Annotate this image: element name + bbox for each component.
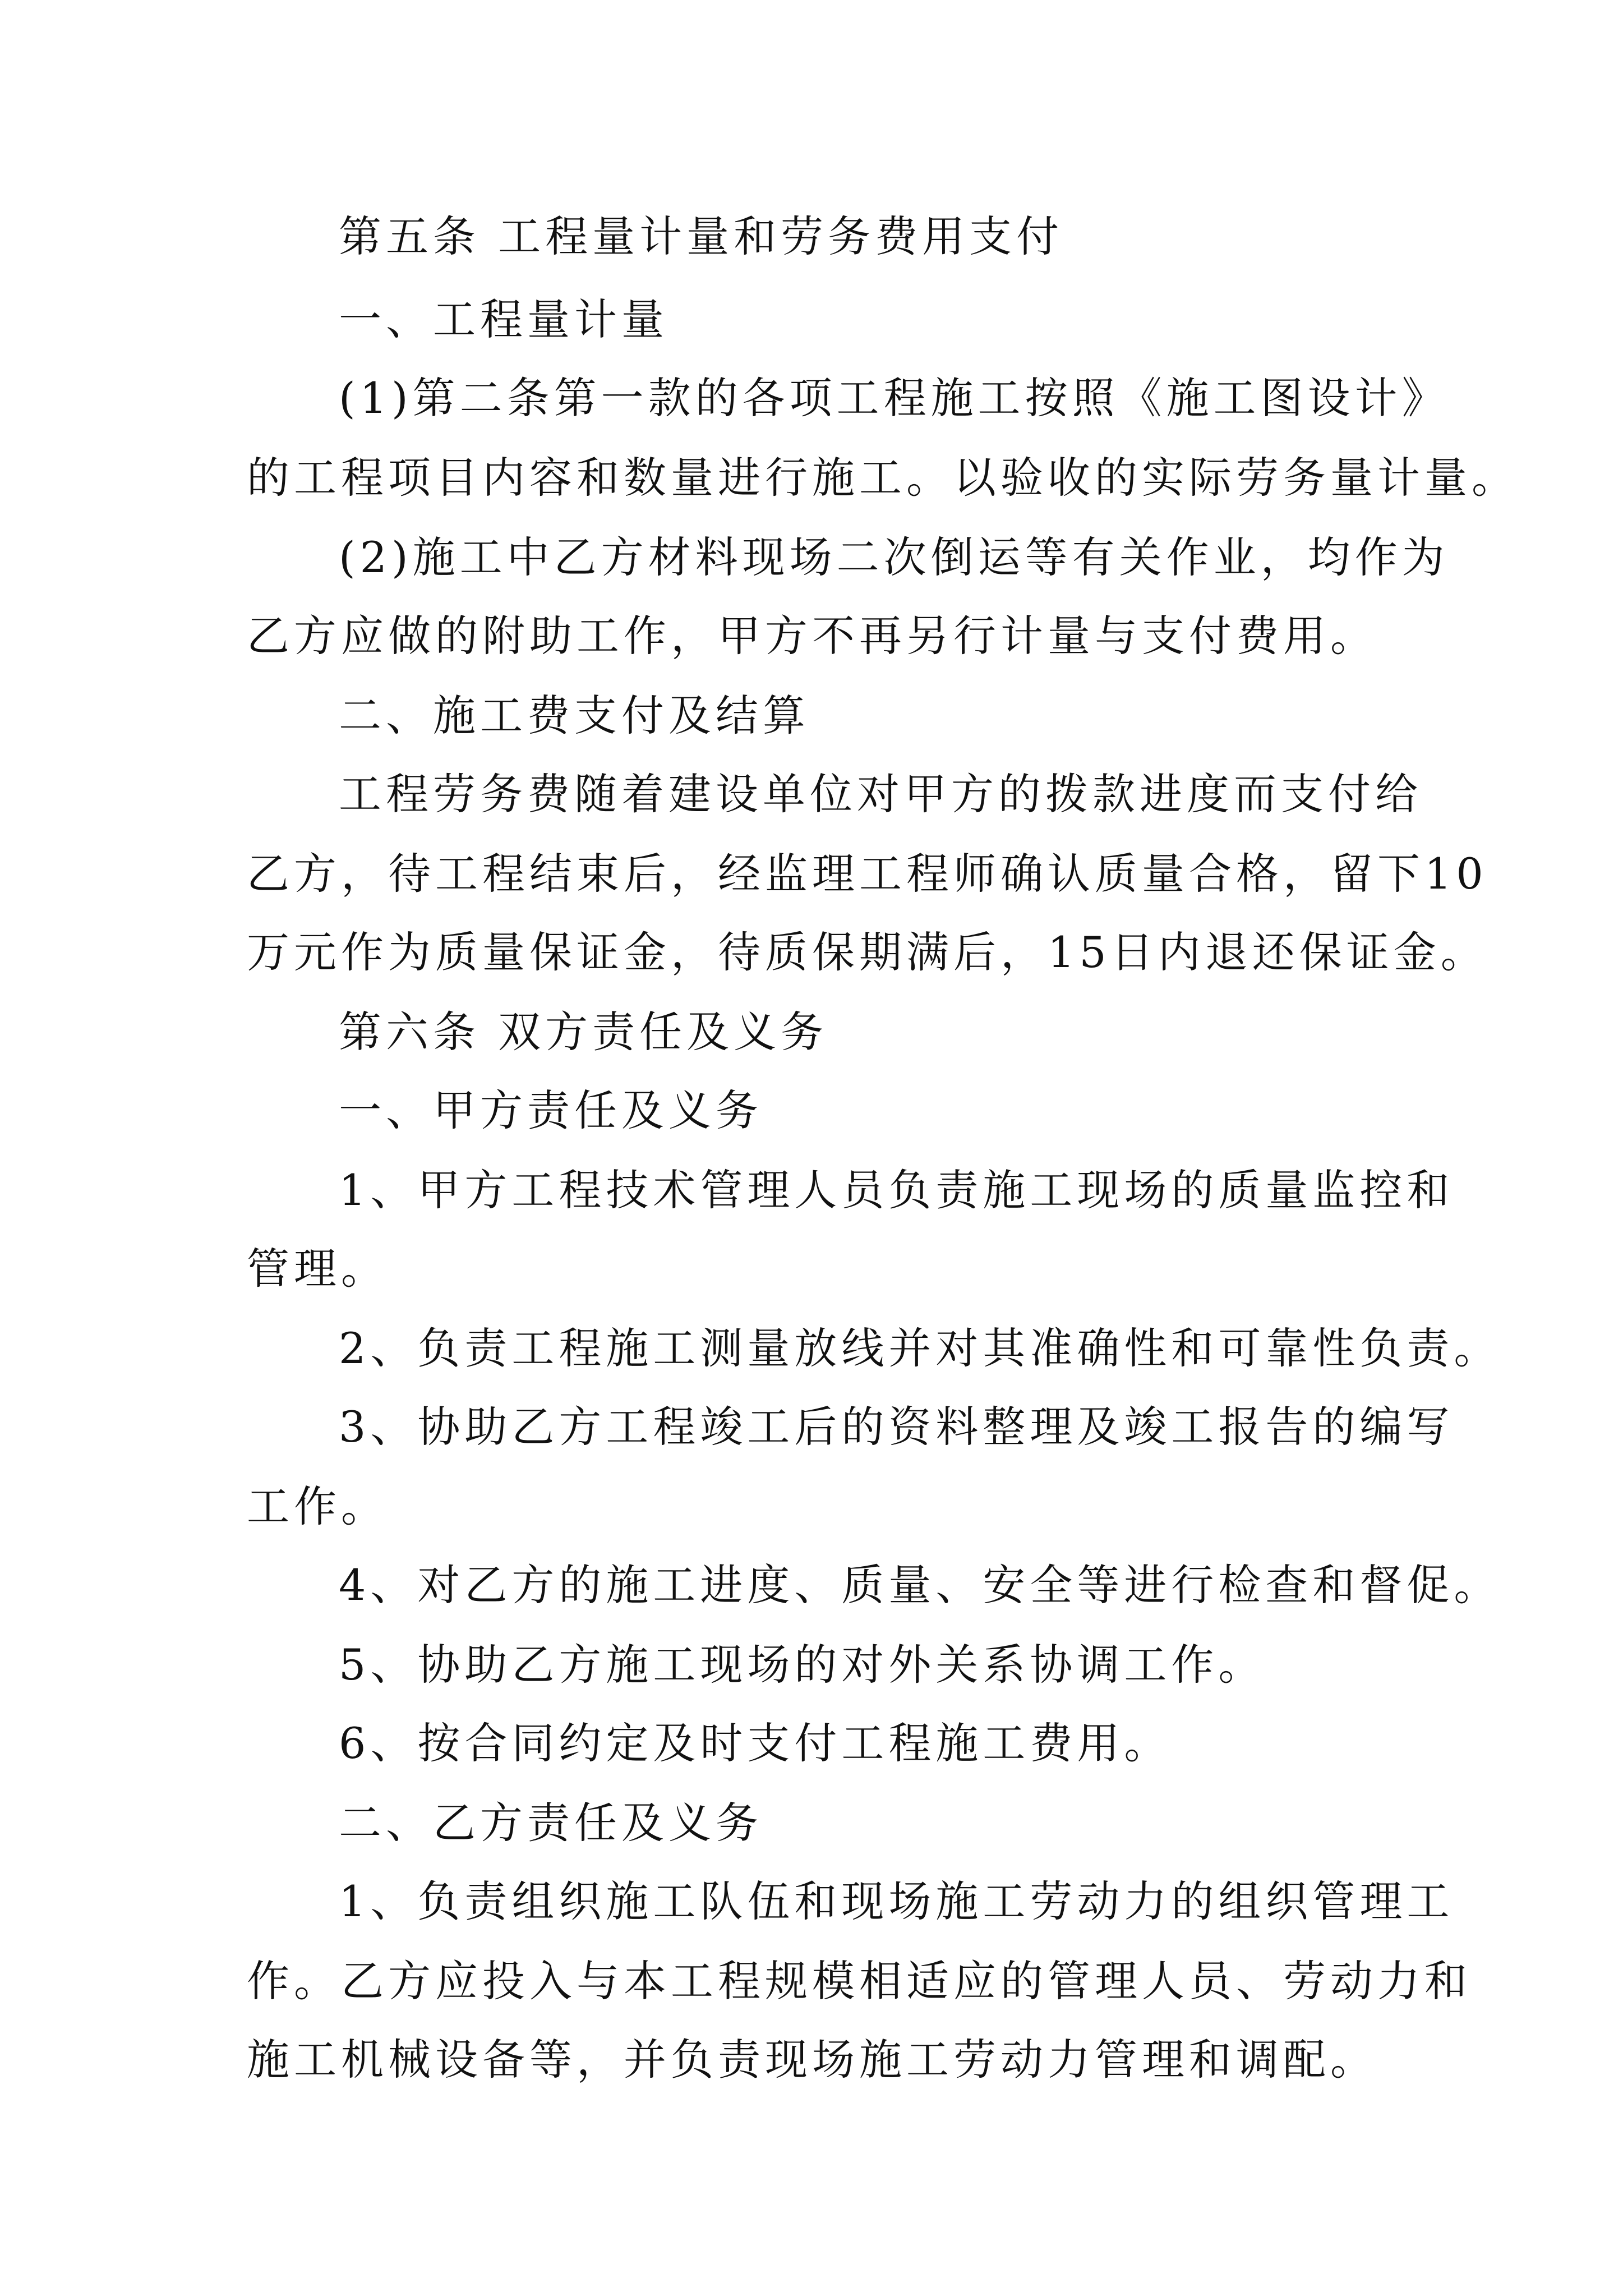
section-2-heading: 二、施工费支付及结算 xyxy=(339,691,810,740)
list-item-continuation: 施工机械设备等，并负责现场施工劳动力管理和调配。 xyxy=(247,2035,1377,2085)
list-item: 5、协助乙方施工现场的对外关系协调工作。 xyxy=(339,1640,1266,1690)
paragraph-line: 乙方应做的附助工作，甲方不再另行计量与支付费用。 xyxy=(247,611,1377,661)
paragraph-line: 万元作为质量保证金，待质保期满后，15日内退还保证金。 xyxy=(247,927,1488,977)
paragraph-line: 的工程项目内容和数量进行施工。以验收的实际劳务量计量。 xyxy=(247,453,1519,503)
paragraph-line: 工程劳务费随着建设单位对甲方的拨款进度而支付给 xyxy=(339,769,1422,819)
article-6-heading: 第六条 双方责任及义务 xyxy=(339,1007,828,1057)
party-b-duties-heading: 二、乙方责任及义务 xyxy=(339,1798,763,1848)
paragraph-line: (2)施工中乙方材料现场二次倒运等有关作业，均作为 xyxy=(339,532,1449,582)
list-item-continuation: 作。乙方应投入与本工程规模相适应的管理人员、劳动力和 xyxy=(247,1956,1472,2006)
paragraph-line: (1)第二条第一款的各项工程施工按照《施工图设计》 xyxy=(339,373,1449,423)
list-item: 1、甲方工程技术管理人员负责施工现场的质量监控和 xyxy=(339,1165,1454,1215)
list-item: 2、负责工程施工测量放线并对其准确性和可靠性负责。 xyxy=(339,1323,1501,1373)
party-a-duties-heading: 一、甲方责任及义务 xyxy=(339,1085,763,1135)
list-item: 1、负责组织施工队伍和现场施工劳动力的组织管理工 xyxy=(339,1876,1454,1926)
paragraph-line: 乙方，待工程结束后，经监理工程师确认质量合格，留下10 xyxy=(247,849,1488,899)
list-item: 6、按合同约定及时支付工程施工费用。 xyxy=(339,1718,1172,1768)
section-1-heading: 一、工程量计量 xyxy=(339,295,668,344)
list-item-continuation: 工作。 xyxy=(247,1481,388,1531)
list-item-continuation: 管理。 xyxy=(247,1244,388,1294)
list-item: 3、协助乙方工程竣工后的资料整理及竣工报告的编写 xyxy=(339,1402,1454,1452)
list-item: 4、对乙方的施工进度、质量、安全等进行检查和督促。 xyxy=(339,1560,1501,1610)
article-5-heading: 第五条 工程量计量和劳务费用支付 xyxy=(339,211,1064,261)
